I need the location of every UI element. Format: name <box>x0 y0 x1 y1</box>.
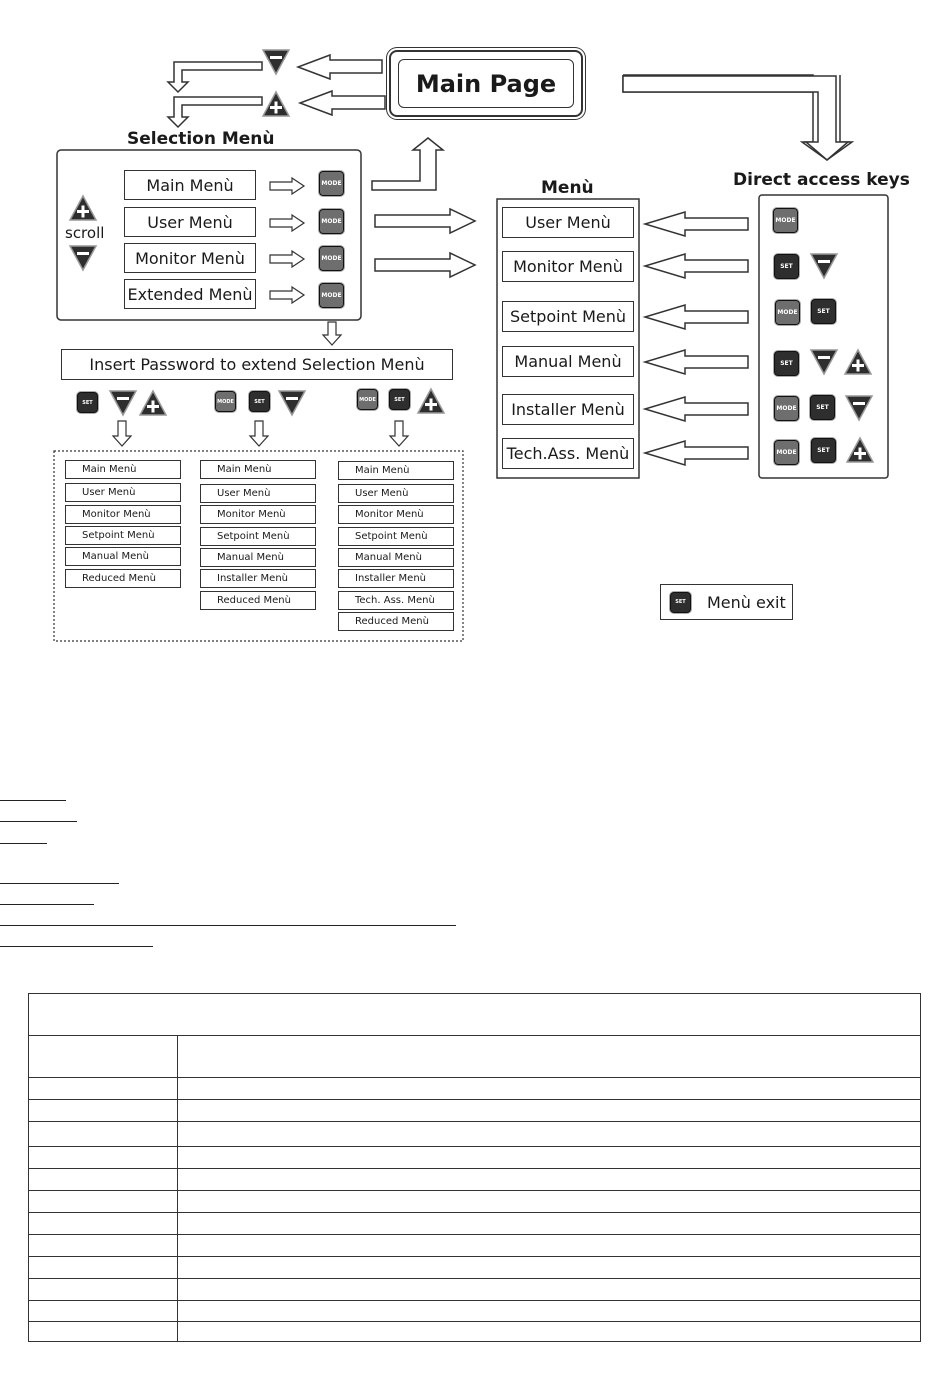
list2-item: Manual Menù <box>200 548 316 567</box>
menu-exit-label: Menù exit <box>707 592 786 612</box>
main-page-box <box>389 50 583 117</box>
list1-item: Monitor Menù <box>65 505 181 524</box>
mode-key: MODE <box>773 395 800 422</box>
mode-key: MODE <box>772 207 799 234</box>
selection-item-main[interactable] <box>124 170 256 200</box>
menu-item-tech-ass[interactable] <box>502 438 634 469</box>
menu-item-user[interactable] <box>502 207 634 238</box>
menu-item-manual[interactable] <box>502 346 634 377</box>
underline-link <box>0 925 456 926</box>
set-key: SET <box>773 350 800 377</box>
mode-key: MODE <box>318 170 345 197</box>
list2-item: User Menù <box>200 484 316 503</box>
selection-item-label: User Menù <box>147 212 233 232</box>
table-row <box>29 1300 920 1301</box>
table-row <box>29 1212 920 1213</box>
menu-item-label: Manual Menù <box>514 352 622 371</box>
selection-item-extended[interactable] <box>124 279 256 309</box>
set-key: SET <box>669 591 692 614</box>
selection-item-label: Monitor Menù <box>135 248 245 268</box>
set-key: SET <box>76 391 99 414</box>
list2-item: Setpoint Menù <box>200 527 316 546</box>
menu-item-installer[interactable] <box>502 394 634 425</box>
list2-item: Reduced Menù <box>200 591 316 610</box>
mode-key: MODE <box>773 439 800 466</box>
selection-item-label: Extended Menù <box>127 284 253 304</box>
menu-exit-box <box>660 584 793 620</box>
table-row <box>29 1256 920 1257</box>
set-key: SET <box>810 437 837 464</box>
menu-item-setpoint[interactable] <box>502 301 634 332</box>
password-bar-label: Insert Password to extend Selection Menù <box>89 355 425 374</box>
selection-item-monitor[interactable] <box>124 243 256 273</box>
list3-item: Tech. Ass. Menù <box>338 591 454 610</box>
selection-item-label: Main Menù <box>146 175 234 195</box>
menu-panel-title: Menù <box>541 178 594 198</box>
list3-item: Reduced Menù <box>338 612 454 631</box>
underline-link <box>0 821 77 822</box>
list3-item: Monitor Menù <box>338 505 454 524</box>
list1-item: User Menù <box>65 483 181 502</box>
selection-item-user[interactable] <box>124 207 256 237</box>
list3-item: User Menù <box>338 484 454 503</box>
underline-link <box>0 904 94 905</box>
list3-item: Main Menù <box>338 461 454 480</box>
menu-item-monitor[interactable] <box>502 251 634 282</box>
mode-key: MODE <box>356 388 379 411</box>
list1-item: Main Menù <box>65 460 181 479</box>
table-row <box>29 1077 920 1078</box>
underline-link <box>0 800 66 801</box>
list3-item: Setpoint Menù <box>338 527 454 546</box>
set-key: SET <box>388 388 411 411</box>
direct-keys-title: Direct access keys <box>733 170 910 190</box>
list1-item: Reduced Menù <box>65 569 181 588</box>
mode-key: MODE <box>318 282 345 309</box>
scroll-label: scroll <box>65 224 105 242</box>
table-row <box>29 1099 920 1100</box>
set-key: SET <box>773 253 800 280</box>
list2-item: Installer Menù <box>200 569 316 588</box>
set-key: SET <box>248 390 271 413</box>
table-row <box>29 1168 920 1169</box>
list1-item: Manual Menù <box>65 547 181 566</box>
table-column-divider <box>177 1035 178 1341</box>
table-row <box>29 1121 920 1122</box>
table-row <box>29 1146 920 1147</box>
password-bar <box>61 349 453 380</box>
selection-menu-title: Selection Menù <box>127 129 275 149</box>
mode-key: MODE <box>774 299 801 326</box>
main-page-label: Main Page <box>415 69 557 98</box>
empty-table <box>28 993 921 1342</box>
underline-link <box>0 843 47 844</box>
underline-link <box>0 946 153 947</box>
mode-key: MODE <box>318 245 345 272</box>
table-row <box>29 1035 920 1036</box>
menu-item-label: Tech.Ass. Menù <box>506 444 630 463</box>
table-row <box>29 1234 920 1235</box>
mode-key: MODE <box>214 390 237 413</box>
menu-item-label: User Menù <box>525 213 611 232</box>
main-page-inner <box>398 59 574 108</box>
underline-link <box>0 883 119 884</box>
table-row <box>29 1190 920 1191</box>
menu-item-label: Installer Menù <box>511 400 625 419</box>
table-row <box>29 1278 920 1279</box>
set-key: SET <box>809 394 836 421</box>
list2-item: Monitor Menù <box>200 505 316 524</box>
list1-item: Setpoint Menù <box>65 526 181 545</box>
menu-item-label: Monitor Menù <box>513 257 623 276</box>
mode-key: MODE <box>318 208 345 235</box>
list2-item: Main Menù <box>200 460 316 479</box>
menu-item-label: Setpoint Menù <box>509 307 627 326</box>
list3-item: Manual Menù <box>338 548 454 567</box>
table-row <box>29 1321 920 1322</box>
list3-item: Installer Menù <box>338 569 454 588</box>
set-key: SET <box>810 298 837 325</box>
